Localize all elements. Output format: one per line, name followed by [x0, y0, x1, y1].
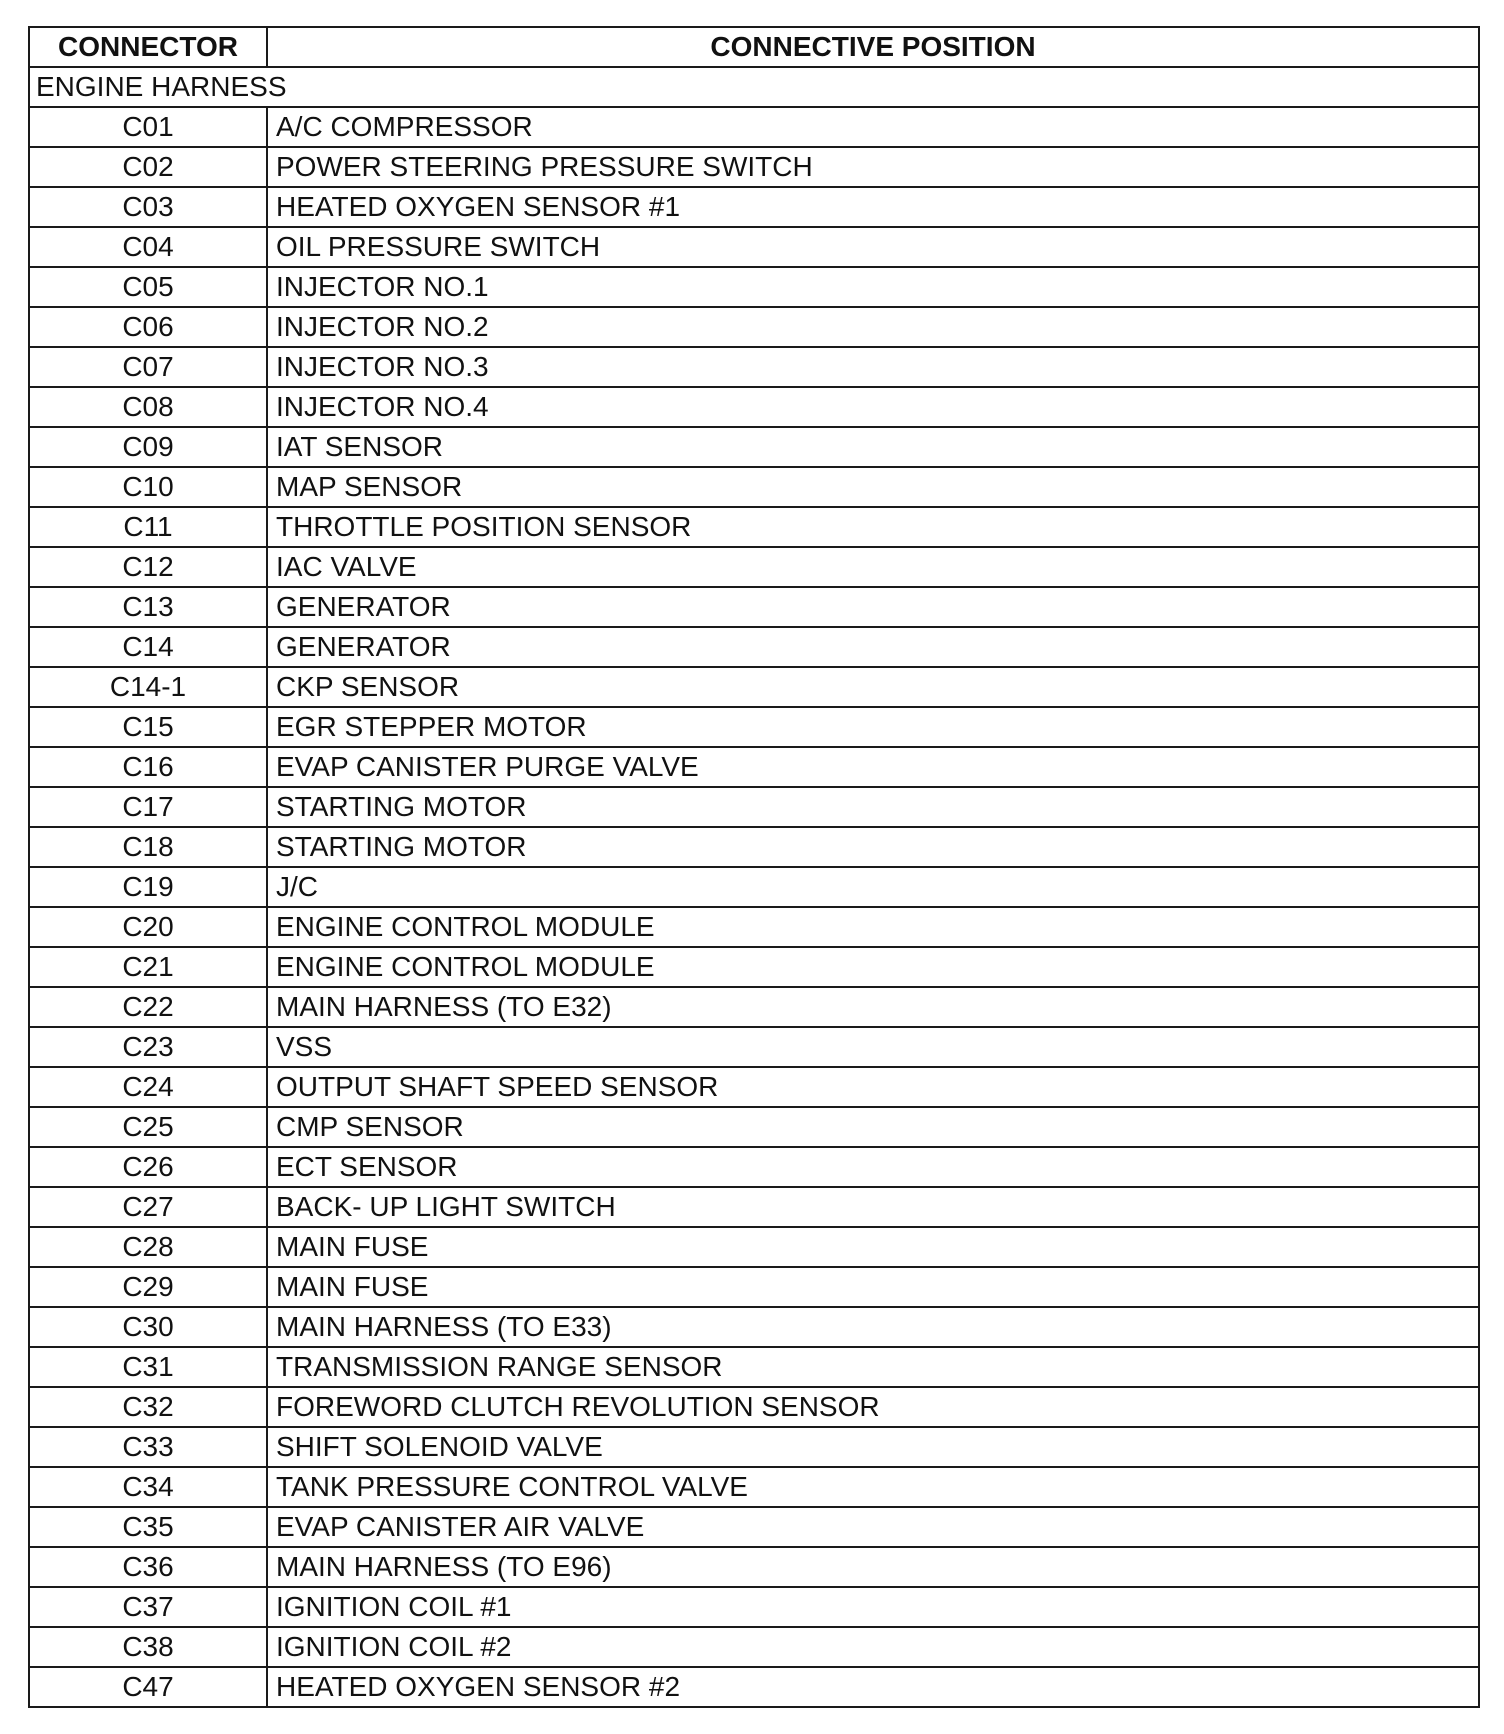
- position-cell: CKP SENSOR: [267, 667, 1479, 707]
- table-row: [29, 1307, 1479, 1347]
- table-row: [29, 227, 1479, 267]
- position-cell: ENGINE CONTROL MODULE: [267, 907, 1479, 947]
- position-cell: VSS: [267, 1027, 1479, 1067]
- position-cell: HEATED OXYGEN SENSOR #1: [267, 187, 1479, 227]
- connector-cell: C37: [29, 1587, 267, 1627]
- table-row: [29, 1507, 1479, 1547]
- table-row: [29, 587, 1479, 627]
- position-cell: TRANSMISSION RANGE SENSOR: [267, 1347, 1479, 1387]
- connector-cell: C35: [29, 1507, 267, 1547]
- connector-cell: C31: [29, 1347, 267, 1387]
- table-row: [29, 667, 1479, 707]
- connector-cell: C05: [29, 267, 267, 307]
- section-row: [29, 67, 1479, 107]
- connector-cell: C32: [29, 1387, 267, 1427]
- table-row: [29, 1587, 1479, 1627]
- position-column-header: CONNECTIVE POSITION: [267, 27, 1479, 67]
- position-cell: SHIFT SOLENOID VALVE: [267, 1427, 1479, 1467]
- table-row: [29, 747, 1479, 787]
- position-cell: EVAP CANISTER PURGE VALVE: [267, 747, 1479, 787]
- header-row: [29, 27, 1479, 67]
- position-cell: EVAP CANISTER AIR VALVE: [267, 1507, 1479, 1547]
- table-row: [29, 1467, 1479, 1507]
- position-cell: MAP SENSOR: [267, 467, 1479, 507]
- position-cell: STARTING MOTOR: [267, 787, 1479, 827]
- table-row: [29, 107, 1479, 147]
- table-row: [29, 187, 1479, 227]
- connector-cell: C13: [29, 587, 267, 627]
- section-title: ENGINE HARNESS: [29, 67, 1479, 107]
- connector-cell: C11: [29, 507, 267, 547]
- table-row: [29, 867, 1479, 907]
- connector-table: [28, 26, 1480, 1708]
- table-row: [29, 1067, 1479, 1107]
- table-row: [29, 1427, 1479, 1467]
- table-row: [29, 1187, 1479, 1227]
- position-cell: HEATED OXYGEN SENSOR #2: [267, 1667, 1479, 1707]
- connector-cell: C24: [29, 1067, 267, 1107]
- table-row: [29, 1627, 1479, 1667]
- table-row: [29, 987, 1479, 1027]
- position-cell: IAT SENSOR: [267, 427, 1479, 467]
- connector-cell: C07: [29, 347, 267, 387]
- table-row: [29, 267, 1479, 307]
- position-cell: IGNITION COIL #1: [267, 1587, 1479, 1627]
- position-cell: GENERATOR: [267, 587, 1479, 627]
- position-cell: OUTPUT SHAFT SPEED SENSOR: [267, 1067, 1479, 1107]
- table-row: [29, 1027, 1479, 1067]
- connector-cell: C14-1: [29, 667, 267, 707]
- position-cell: ECT SENSOR: [267, 1147, 1479, 1187]
- connector-cell: C16: [29, 747, 267, 787]
- table-row: [29, 707, 1479, 747]
- connector-cell: C12: [29, 547, 267, 587]
- connector-cell: C23: [29, 1027, 267, 1067]
- position-cell: INJECTOR NO.3: [267, 347, 1479, 387]
- table-row: [29, 1347, 1479, 1387]
- table-row: [29, 427, 1479, 467]
- connector-cell: C02: [29, 147, 267, 187]
- connector-cell: C28: [29, 1227, 267, 1267]
- table-row: [29, 787, 1479, 827]
- connector-cell: C20: [29, 907, 267, 947]
- connector-cell: C01: [29, 107, 267, 147]
- connector-cell: C21: [29, 947, 267, 987]
- position-cell: EGR STEPPER MOTOR: [267, 707, 1479, 747]
- position-cell: OIL PRESSURE SWITCH: [267, 227, 1479, 267]
- connector-cell: C17: [29, 787, 267, 827]
- position-cell: STARTING MOTOR: [267, 827, 1479, 867]
- position-cell: INJECTOR NO.4: [267, 387, 1479, 427]
- position-cell: THROTTLE POSITION SENSOR: [267, 507, 1479, 547]
- connector-cell: C27: [29, 1187, 267, 1227]
- position-cell: CMP SENSOR: [267, 1107, 1479, 1147]
- connector-cell: C26: [29, 1147, 267, 1187]
- position-cell: ENGINE CONTROL MODULE: [267, 947, 1479, 987]
- position-cell: INJECTOR NO.2: [267, 307, 1479, 347]
- connector-cell: C08: [29, 387, 267, 427]
- position-cell: FOREWORD CLUTCH REVOLUTION SENSOR: [267, 1387, 1479, 1427]
- connector-column-header: CONNECTOR: [29, 27, 267, 67]
- position-cell: MAIN HARNESS (TO E33): [267, 1307, 1479, 1347]
- position-cell: MAIN HARNESS (TO E32): [267, 987, 1479, 1027]
- position-cell: POWER STEERING PRESSURE SWITCH: [267, 147, 1479, 187]
- connector-cell: C19: [29, 867, 267, 907]
- connector-cell: C10: [29, 467, 267, 507]
- table-row: [29, 347, 1479, 387]
- table-row: [29, 507, 1479, 547]
- position-cell: IGNITION COIL #2: [267, 1627, 1479, 1667]
- table-row: [29, 1107, 1479, 1147]
- position-cell: INJECTOR NO.1: [267, 267, 1479, 307]
- table-row: [29, 1387, 1479, 1427]
- table-row: [29, 307, 1479, 347]
- position-cell: TANK PRESSURE CONTROL VALVE: [267, 1467, 1479, 1507]
- connector-cell: C29: [29, 1267, 267, 1307]
- position-cell: BACK- UP LIGHT SWITCH: [267, 1187, 1479, 1227]
- table-row: [29, 907, 1479, 947]
- table-row: [29, 547, 1479, 587]
- table-row: [29, 947, 1479, 987]
- table-row: [29, 827, 1479, 867]
- position-cell: J/C: [267, 867, 1479, 907]
- table-row: [29, 1227, 1479, 1267]
- table-row: [29, 627, 1479, 667]
- connector-cell: C34: [29, 1467, 267, 1507]
- connector-cell: C15: [29, 707, 267, 747]
- position-cell: MAIN FUSE: [267, 1227, 1479, 1267]
- connector-cell: C47: [29, 1667, 267, 1707]
- connector-cell: C09: [29, 427, 267, 467]
- position-cell: MAIN FUSE: [267, 1267, 1479, 1307]
- connector-cell: C22: [29, 987, 267, 1027]
- connector-cell: C04: [29, 227, 267, 267]
- connector-cell: C38: [29, 1627, 267, 1667]
- position-cell: MAIN HARNESS (TO E96): [267, 1547, 1479, 1587]
- connector-cell: C30: [29, 1307, 267, 1347]
- table-row: [29, 1147, 1479, 1187]
- connector-cell: C18: [29, 827, 267, 867]
- table-row: [29, 1667, 1479, 1707]
- connector-cell: C33: [29, 1427, 267, 1467]
- connector-cell: C36: [29, 1547, 267, 1587]
- connector-cell: C03: [29, 187, 267, 227]
- connector-cell: C06: [29, 307, 267, 347]
- connector-cell: C14: [29, 627, 267, 667]
- connector-cell: C25: [29, 1107, 267, 1147]
- position-cell: GENERATOR: [267, 627, 1479, 667]
- table-row: [29, 467, 1479, 507]
- table-row: [29, 387, 1479, 427]
- table-row: [29, 1547, 1479, 1587]
- table-row: [29, 147, 1479, 187]
- position-cell: A/C COMPRESSOR: [267, 107, 1479, 147]
- table-row: [29, 1267, 1479, 1307]
- position-cell: IAC VALVE: [267, 547, 1479, 587]
